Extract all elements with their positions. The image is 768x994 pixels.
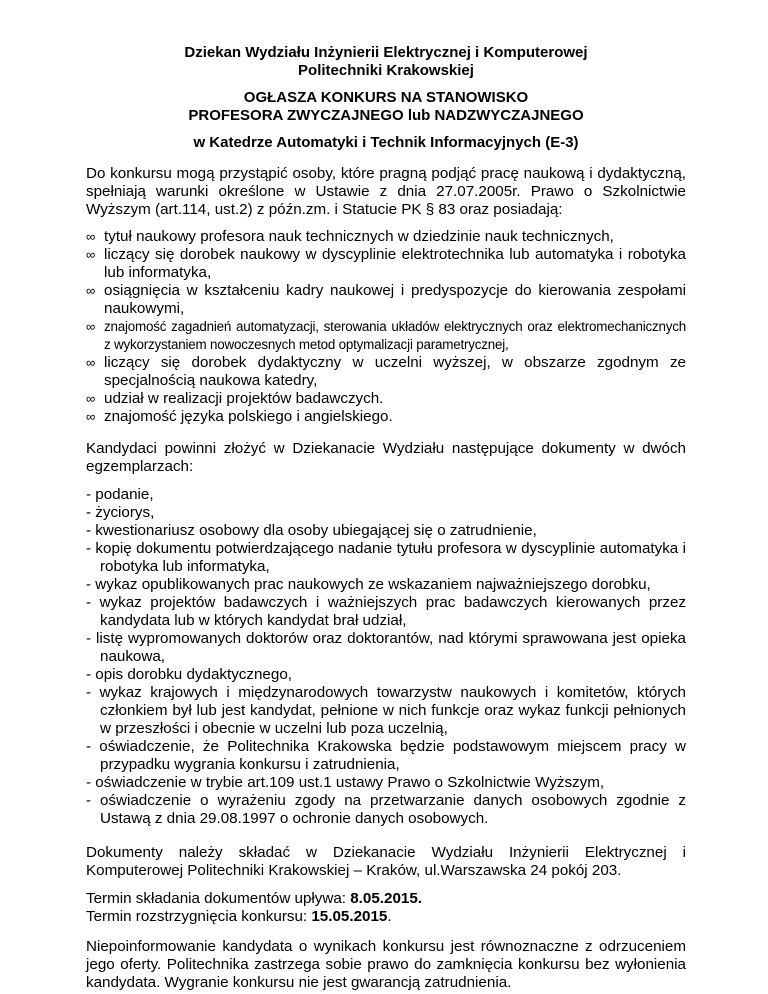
submission-place: Dokumenty należy składać w Dziekanacie Wydziału Inżynierii Elektrycznej i Komputerowej Politechniki Krakowskiej – Kraków, ul.Warszawska 24 pokój 203. [86, 844, 686, 879]
document-item: - oświadczenie w trybie art.109 ust.1 ustawy Prawo o Szkolnictwie Wyższym, [86, 774, 605, 791]
resolution-date: 15.05.2015 [311, 908, 388, 925]
infinity-bullet-icon: ∞ [86, 247, 96, 262]
header-line-department: w Katedrze Automatyki i Technik Informacyjnych (E-3) [193, 134, 579, 151]
header-line-dean: Dziekan Wydziału Inżynierii Elektrycznej i Komputerowej [184, 44, 588, 61]
resolution-deadline: Termin rozstrzygnięcia konkursu: 15.05.2015. [86, 908, 392, 925]
requirements-list [86, 228, 686, 426]
submission-date: 8.05.2015. [350, 890, 423, 907]
document-item: - wykaz projektów badawczych i ważniejszych prac badawczych kierowanych przez kandydata lub w których kandydat brał udział, [86, 594, 686, 629]
header-announcement [86, 89, 686, 125]
infinity-bullet-icon: ∞ [86, 319, 96, 334]
document-item: - oświadczenie, że Politechnika Krakowska będzie podstawowym miejscem pracy w przypadku wygrania konkursu i zatrudnienia, [86, 738, 686, 773]
requirement-item: ∞ liczący się dorobek dydaktyczny w uczelni wyższej, w obszarze zgodnym ze specjalnością naukowa katedry, [86, 354, 686, 389]
requirement-item: ∞ udział w realizacji projektów badawczych. [86, 390, 384, 407]
requirement-item: ∞ znajomość zagadnień automatyzacji, sterowania układów elektrycznych oraz elektromechanicznych z wykorzystaniem nowoczesnych metod optymalizacji parametrycznej, [86, 319, 686, 352]
document-item: - listę wypromowanych doktorów oraz doktorantów, nad którymi sprawowana jest opieka naukowa, [86, 630, 686, 665]
infinity-bullet-icon: ∞ [86, 409, 96, 424]
document-item: - wykaz opublikowanych prac naukowych ze wskazaniem najważniejszego dorobku, [86, 576, 651, 593]
deadlines [86, 890, 686, 926]
document-item: - oświadczenie o wyrażeniu zgody na przetwarzanie danych osobowych zgodnie z Ustawą z dnia 29.08.1997 o ochronie danych osobowych. [86, 792, 686, 827]
infinity-bullet-icon: ∞ [86, 391, 96, 406]
documents-list [86, 486, 686, 828]
infinity-bullet-icon: ∞ [86, 355, 96, 370]
header-issuer [86, 44, 686, 80]
document-item: - kwestionariusz osobowy dla osoby ubiegającej się o zatrudnienie, [86, 522, 537, 539]
document-item: - kopię dokumentu potwierdzającego nadanie tytułu profesora w dyscyplinie automatyka i robotyka lub informatyka, [86, 540, 686, 575]
header-line-announces: OGŁASZA KONKURS NA STANOWISKO [243, 89, 529, 106]
intro-paragraph: Do konkursu mogą przystąpić osoby, które pragną podjąć pracę naukową i dydaktyczną, spełniają warunki określone w Ustawie z dnia 27.07.2005r. Prawo o Szkolnictwie Wyższym (art.114, ust.2) z późn.zm. i Statucie PK § 83 oraz posiadają: [86, 165, 686, 218]
document-item: - życiorys, [86, 504, 155, 521]
header-line-university: Politechniki Krakowskiej [298, 62, 474, 79]
candidates-intro: Kandydaci powinni złożyć w Dziekanacie Wydziału następujące dokumenty w dwóch egzemplarzach: [86, 440, 686, 475]
document-item: - wykaz krajowych i międzynarodowych towarzystw naukowych i komitetów, których członkiem był lub jest kandydat, pełnione w nich funkcje oraz wykaz funkcji pełnionych w przeszłości i obecnie w uczelni lub poza uczelnią, [86, 684, 686, 737]
document-item: - podanie, [86, 486, 154, 503]
infinity-bullet-icon: ∞ [86, 229, 96, 244]
infinity-bullet-icon: ∞ [86, 283, 96, 298]
requirement-item: ∞ liczący się dorobek naukowy w dyscyplinie elektrotechnika lub automatyka i robotyka lub informatyka, [86, 246, 686, 281]
header-department [86, 134, 686, 152]
requirement-item: ∞ osiągnięcia w kształceniu kadry naukowej i predyspozycje do kierowania zespołami naukowymi, [86, 282, 686, 317]
document-item: - opis dorobku dydaktycznego, [86, 666, 292, 683]
requirement-item: ∞ tytuł naukowy profesora nauk technicznych w dziedzinie nauk technicznych, [86, 228, 614, 245]
submission-deadline: Termin składania dokumentów upływa: 8.05.2015. [86, 890, 423, 907]
header-line-position: PROFESORA ZWYCZAJNEGO lub NADZWYCZAJNEGO [188, 107, 584, 124]
requirement-item: ∞ znajomość języka polskiego i angielskiego. [86, 408, 393, 425]
closing-paragraph: Niepoinformowanie kandydata o wynikach konkursu jest równoznaczne z odrzuceniem jego oferty. Politechnika zastrzega sobie prawo do zamknięcia konkursu bez wyłonienia kandydata. Wygranie konkursu nie jest gwarancją zatrudnienia. [86, 938, 686, 991]
